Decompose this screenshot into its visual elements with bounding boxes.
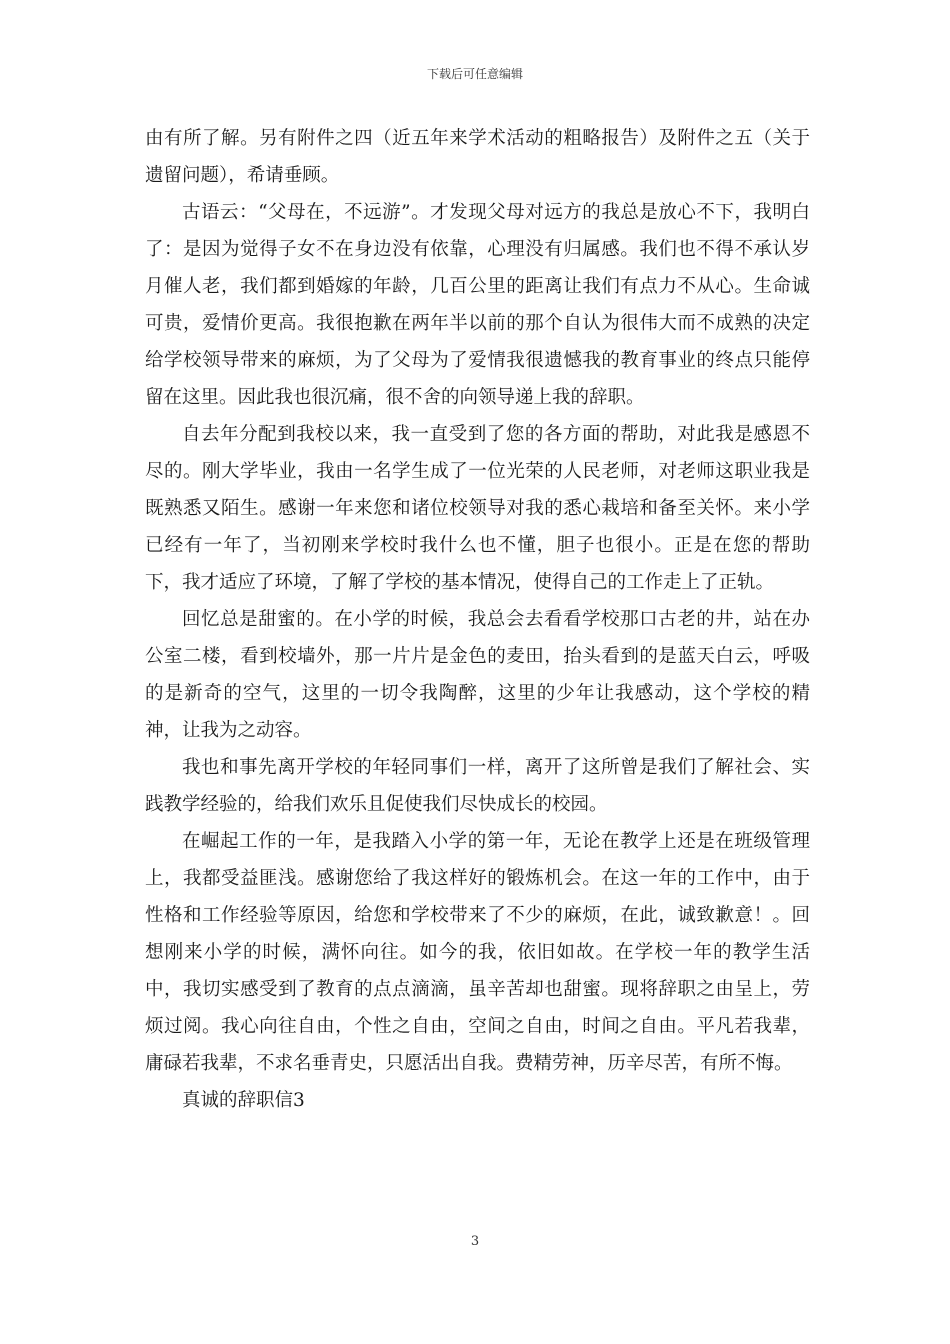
section-heading: 真诚的辞职信3 xyxy=(182,1090,305,1111)
page-number: 3 xyxy=(470,1234,480,1249)
page-header: 下载后可任意编辑 xyxy=(426,67,523,81)
paragraph: 古语云：“父母在，不远游”。才发现父母对远方的我总是放心不下，我明白了：是因为觉得子女不在身边没有依靠，心理没有归属感。我们也不得不承认岁月催人老，我们都到婚嫁的年龄，几百公里的距离让我们有点力不从心。生命诚可贵，爱情价更高。我很抱歉在两年半以前的那个自认为很伟大而不成熟的决定给学校领导带来的麻烦，为了父母为了爱情我很遗憾我的教育事业的终点只能停留在这里。因此我也很沉痛，很不舍的向领导递上我的辞职。 xyxy=(145,202,810,408)
paragraph: 在崛起工作的一年，是我踏入小学的第一年，无论在教学上还是在班级管理上，我都受益匪浅。感谢您给了我这样好的锻炼机会。在这一年的工作中，由于性格和工作经验等原因，给您和学校带来了不少的麻烦，在此，诚致歉意！。回想刚来小学的时候，满怀向往。如今的我，依旧如故。在学校一年的教学生活中，我切实感受到了教育的点点滴滴，虽辛苦却也甜蜜。现将辞职之由呈上，劳烦过阅。我心向往自由，个性之自由，空间之自由，时间之自由。平凡若我辈，庸碌若我辈，不求名垂青史，只愿活出自我。费精劳神，历辛尽苦，有所不悔。 xyxy=(145,831,810,1074)
paragraph: 回忆总是甜蜜的。在小学的时候，我总会去看看学校那口古老的井，站在办公室二楼，看到校墙外，那一片片是金色的麦田，抬头看到的是蓝天白云，呼吸的是新奇的空气，这里的一切令我陶醉，这里的少年让我感动，这个学校的精神，让我为之动容。 xyxy=(145,609,810,741)
paragraph: 自去年分配到我校以来，我一直受到了您的各方面的帮助，对此我是感恩不尽的。刚大学毕业，我由一名学生成了一位光荣的人民老师，对老师这职业我是既熟悉又陌生。感谢一年来您和诸位校领导对我的悉心栽培和备至关怀。来小学已经有一年了，当初刚来学校时我什么也不懂，胆子也很小。正是在您的帮助下，我才适应了环境，了解了学校的基本情况，使得自己的工作走上了正轨。 xyxy=(145,424,810,593)
paragraph-continuation: 由有所了解。另有附件之四（近五年来学术活动的粗略报告）及附件之五（关于遗留问题），希请垂顾。 xyxy=(145,128,810,186)
document-body xyxy=(145,120,810,1119)
paragraph: 我也和事先离开学校的年轻同事们一样，离开了这所曾是我们了解社会、实践教学经验的，给我们欢乐且促使我们尽快成长的校园。 xyxy=(145,757,810,815)
